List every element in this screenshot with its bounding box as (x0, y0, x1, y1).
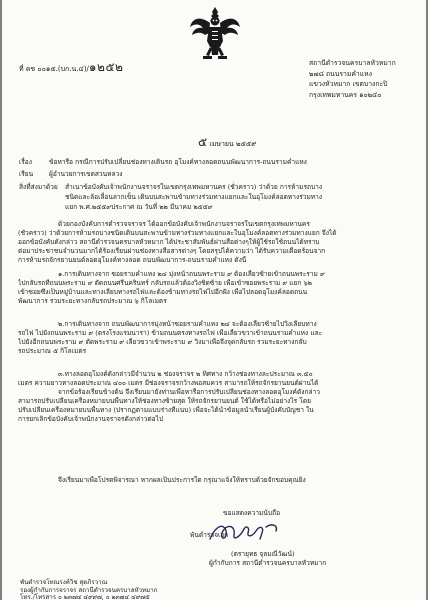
paragraph-line: ด้วยกองบังคับการตำรวจจราจร ได้ออกข้อบังคับเจ้าพนักงานจราจรในเขตกรุงเทพมหานคร (58, 220, 310, 228)
paragraph-line: รถไฟ ไปยังถนนพระราม ๙ (ตรงโรงแรมนารา) ข้ามถนนตรงทางรถไฟ เพื่อเลี้ยวขวาเข้าถนนรามคำแหง และ (18, 329, 323, 337)
paragraph-line: เข้าซอยซึ่งเป็นหมู่บ้านและทางเลียบทางรถไฟและต้องข้ามทางรถไฟไปอีกฝั่ง เพื่อไปลอดอุโมงค์ลอดถนน (18, 288, 308, 296)
signer-position: ผู้กำกับการ สถานีตำรวจนครบาลหัวหมาก (209, 559, 327, 567)
letter-date (198, 135, 257, 149)
paragraph-line: ปรับเปลี่ยนเครื่องหมายบนพื้นทาง (ปรากฏตามแบบร่างที่แนบ) เพื่อจะได้นำข้อมูลนำเรียนผู้บังคับบัญชา ใน (18, 406, 314, 414)
paragraph-item-2 (18, 320, 418, 356)
paragraph-line: ต่อมาประชาชนจำนวนมากได้ร้องเรียนผ่านช่องทางสื่อสารต่างๆ โดยสรุปได้ความว่า ได้รับความเดือดร้อนจาก (18, 247, 326, 255)
footer-line: โทร./โทรสาร ๐ ๒๓๗๔ ๔๙๙๗, ๐ ๒๓๗๔ ๔๙๗๕ (20, 594, 150, 600)
garuda-emblem (189, 5, 241, 63)
paragraph-line: ไปยังอีกถนนพระราม ๙ ตัดพระราม ๙ เลี้ยวขวาเข้าพระราม ๙ วิ่งมาเพื่อจึงจุดกลับรถ รวมระยะทางกลับ (18, 338, 307, 346)
paragraph-line: ออกข้อบังคับดังกล่าว สถานีตำรวจนครบาลหัวหมาก ได้ประชาสัมพันธ์ผ่านสื่อต่างๆให้ผู้ใช้รถใช้ถนนได้ทราบ (18, 238, 320, 246)
reference-handwritten-number: ๑๒๕๒ (88, 60, 124, 74)
paragraph-line: ไปกลับรถที่ถนนพระราม ๙ ตัดถนนศรีนครินทร์ กลับรถแล้วต้องวิ่งชิดซ้าย เพื่อเข้าซอยพระราม ๙ แยก ๖๒ (18, 279, 313, 287)
subject-line (19, 158, 307, 167)
signer-name: (ตรายุทธ จุลมณีวัฒน์) (231, 550, 295, 558)
recipient-line (19, 170, 122, 179)
address-line: ๒๗๘ ถนนรามคำแหง (309, 69, 372, 78)
subject-label: เรื่อง (19, 158, 32, 166)
date-month-year: เมษายน ๒๕๕๙ (209, 140, 257, 148)
footer-line: รองผู้กำกับการจราจร สถานีตำรวจนครบาลหัวหมาก (20, 586, 158, 594)
paragraph-line: ๒.การเดินทางจาก ถนนพัฒนาการมุ่งหน้าซอยรามคำแหง ๒๔ จะต้องเลี้ยวซ้ายไปวิ่งเลียบทาง (58, 320, 317, 328)
enclosure-label: สิ่งที่ส่งมาด้วย (19, 183, 58, 191)
contact-footer (20, 579, 157, 600)
sender-address (309, 58, 424, 100)
paragraph-item-1 (18, 270, 418, 306)
paragraph-line: จึงเรียนมาเพื่อโปรดพิจารณา หากผลเป็นประการใด กรุณาแจ้งให้ทราบด้วยจักขอบคุณยิ่ง (58, 476, 306, 484)
paragraph-line: การยกเลิกข้อบังคับเจ้าพนักงานจราจรดังกล่าวต่อไป (18, 415, 164, 423)
closing-salutation: ขอแสดงความนับถือ (223, 509, 281, 517)
enclosure-line: ชนิดและล้อเลื่อนลากเข็น เดินบนสะพานข้ามทางร่วมทางแยกและในอุโมงค์ลอดทางร่วมทาง (65, 193, 323, 201)
subject-text: ข้อหารือ กรณีการปรับเปลี่ยนช่องทางเดินรถ อุโมงค์ทางลอดถนนพัฒนาการ-ถนนรามคำแหง (49, 158, 307, 166)
reference-number (19, 60, 124, 74)
signer-rank: พันตำรวจเอก (190, 531, 229, 539)
paragraph-item-3 (18, 370, 418, 424)
enclosure-line: แยก พ.ศ.๒๕๕๙ประกาศ ณ วันที่ ๒๒ มีนาคม ๒๕๕๙ (65, 203, 213, 211)
enclosure-line: สำเนาข้อบังคับเจ้าพนักงานจราจรในเขตกรุงเทพมหานคร (ชั่วคราว) ว่าด้วย การห้ามรถบาง (65, 183, 323, 191)
paragraph-closing-request (18, 476, 418, 485)
address-line: แขวงหัวหมาก เขตบางกะปิ (309, 80, 388, 89)
paragraph-line: จากข้อร้องเรียนข้างต้น จึงเรียนมายังท่านเพื่อหารือการปรับเปลี่ยนช่องทางลอดอุโมงค์ดังกล่าว (58, 388, 320, 396)
address-line: สถานีตำรวจนครบาลหัวหมาก (309, 59, 396, 67)
paragraph-line: สามารถปรับเปลี่ยนเครื่องหมายบนพื้นทางให้ช่องทางซ้ายสุด ให้รถจักรยานยนต์ ใช้ได้หรือไม่อย่างไร โดย (18, 397, 311, 405)
recipient-text: ผู้อำนวยการเขตสวนหลวง (49, 170, 123, 178)
date-day: ๕ (198, 135, 208, 149)
paragraph-line: ๓.ทางลอดอุโมงค์ดังกล่าวมีจำนวน ๒ ช่องจราจร ๒ ทิศทาง กว้างช่องทางละประมาณ ๓.๕๐ (58, 370, 313, 378)
reference-prefix: ที่ ตช ๐๐๑๕.(บก.น.๔)/ (19, 65, 89, 73)
paragraph-line: (ชั่วคราว) ว่าด้วยการห้ามรถบางชนิดเดินบนสะพานข้ามทางร่วมทางแยกและในอุโมงค์ลอดทางร่วมทางแยก จึงได้ (18, 229, 337, 237)
address-line: กรุงเทพมหานคร ๑๐๒๔๐ (309, 90, 382, 99)
paragraph-line: เมตร ความยาวทางลอดประมาณ ๔๐๐ เมตร มีช่องจราจรกว้างพอสมควร สามารถให้รถจักรยานยนต์ผ่านได้ (18, 379, 319, 387)
paragraph-line: พัฒนาการ รวมระยะทางกลับรถประมาณ ๖ กิโลเมตร (18, 297, 167, 305)
recipient-label: เรียน (19, 170, 34, 178)
footer-line: พันตำรวจโทณรงค์วิช สุดภิรวาณ (20, 579, 108, 586)
paragraph-line: รถประมาณ ๕ กิโลเมตร (18, 347, 87, 355)
paragraph-line: ๑.การเดินทางจาก ซอยรามคำแหง ๒๔ มุ่งหน้าถนนพระราม ๙ ต้องเลี้ยวซ้ายเข้าถนนพระราม ๙ (58, 270, 325, 278)
paragraph-line: การห้ามรถจักรยานยนต์ลอดอุโมงค์ทางลอด ถนนพัฒนาการ-ถนนรามคำแหง ดังนี้ (18, 256, 247, 264)
document-page (2, 0, 426, 600)
paragraph-intro (18, 220, 418, 265)
